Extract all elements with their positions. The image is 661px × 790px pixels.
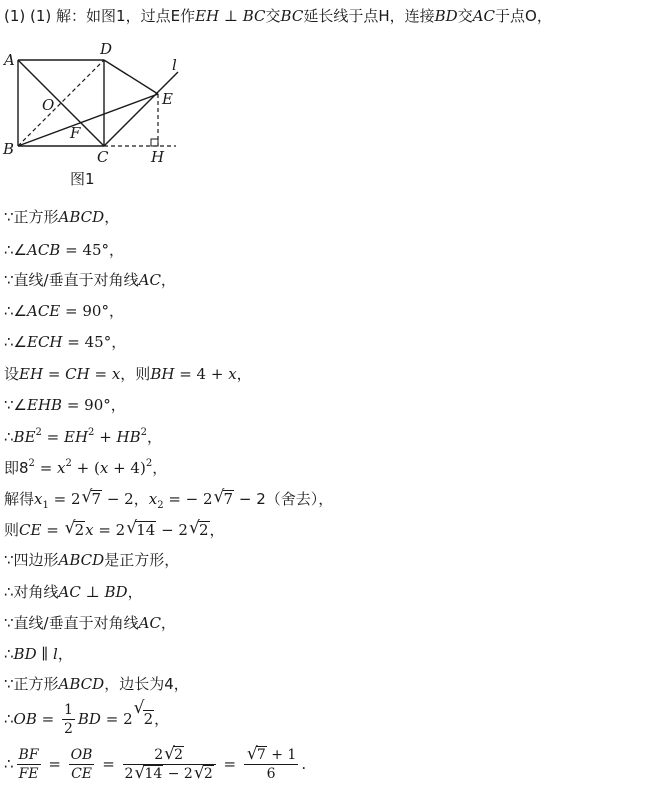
label-b: B	[3, 140, 15, 158]
step-line: $\therefore BE^2 = EH^2 + HB^2$，	[4, 427, 163, 446]
math-bd: BD	[434, 7, 458, 25]
step-line: ∴ $\frac{BF}{FE}$ = $\frac{OB}{CE}$ = 2 √ 2 2 √ 14 − 2 √ 2 = √ 7 + 1 6 .	[4, 744, 307, 783]
math-ac: AC	[472, 7, 496, 25]
fraction-ratio-value: 2 √ 2 2 √ 14 − 2 √ 2	[123, 746, 216, 783]
geometry-figure	[0, 34, 200, 194]
label-d: D	[100, 40, 113, 58]
step-line: ∴对角线AC ⊥ BD，	[4, 583, 143, 601]
heading-prefix: (1) (1) 解：如图1，过点	[4, 7, 171, 25]
sqrt: √ 2	[133, 698, 154, 728]
heading-text: 交	[457, 7, 473, 25]
heading-text: 作	[180, 7, 196, 25]
step-line: ∵∠EHB = 90°，	[4, 396, 126, 414]
fraction-one-half: $\frac{1}{2}$	[63, 702, 73, 737]
math-bc: BC	[280, 7, 304, 25]
fraction-ob-ce: $\frac{OB}{CE}$	[70, 747, 93, 782]
heading-text: 于点O，	[495, 7, 552, 25]
label-f: F	[70, 124, 81, 142]
fraction-bf-fe: $\frac{BF}{FE}$	[18, 747, 39, 782]
fraction-result: √ 7 + 1 6	[244, 746, 298, 783]
heading-text: ，连接	[389, 7, 435, 25]
sqrt: √ 7	[213, 487, 234, 508]
label-o: O	[42, 96, 55, 114]
step-line: ∵直线/垂直于对角线AC，	[4, 614, 176, 632]
math-eh-perp-bc: EH ⊥ BC	[195, 7, 266, 25]
segment-de	[104, 60, 158, 94]
sqrt: √ 2	[64, 518, 85, 539]
label-a: A	[4, 51, 15, 69]
step-line: ∴∠ECH = 45°，	[4, 333, 127, 351]
step-line: ∴OB = $\frac{1}{2}$ BD = 2 √ 2，	[4, 698, 170, 737]
step-line: ∴BD ∥ l，	[4, 645, 73, 663]
label-c: C	[97, 148, 109, 166]
step-line: ∴∠ACB = 45°，	[4, 241, 125, 259]
step-line: ∵直线/垂直于对角线AC，	[4, 271, 176, 289]
step-line: ∵正方形ABCD，边长为4，	[4, 675, 189, 693]
step-line: 则CE = √ 2x = 2 √ 14 − 2 √ 2，	[4, 518, 225, 539]
step-line: 即$8^2 = x^2 + (x + 4)^2$，	[4, 458, 168, 477]
sqrt: √ 14	[126, 518, 156, 539]
heading-text: 延长线于点	[303, 7, 379, 25]
point-e: E	[170, 7, 181, 25]
figure-caption: 图1	[70, 170, 95, 188]
step-line: ∴∠ACE = 90°，	[4, 302, 124, 320]
step-line: ∵四边形ABCD是正方形，	[4, 551, 180, 569]
heading-text: 交	[265, 7, 281, 25]
step-line: 设EH = CH = x，则BH = 4 + x，	[4, 365, 252, 383]
heading-line	[4, 6, 552, 26]
diagonal-ac	[18, 60, 104, 146]
segment-be	[18, 94, 158, 146]
label-h: H	[151, 148, 165, 166]
sqrt: √ 7	[81, 487, 102, 508]
label-l: l	[172, 56, 177, 74]
point-h: H	[378, 7, 390, 25]
step-line: ∵正方形ABCD，	[4, 208, 120, 226]
label-e: E	[162, 90, 173, 108]
step-line: 解得$x_1 = 2$ √ 7 − 2，$x_2$ = − 2 √ 7 − 2（舍去），	[4, 487, 334, 511]
right-angle-mark	[151, 139, 158, 146]
sqrt: √ 2	[188, 518, 209, 539]
